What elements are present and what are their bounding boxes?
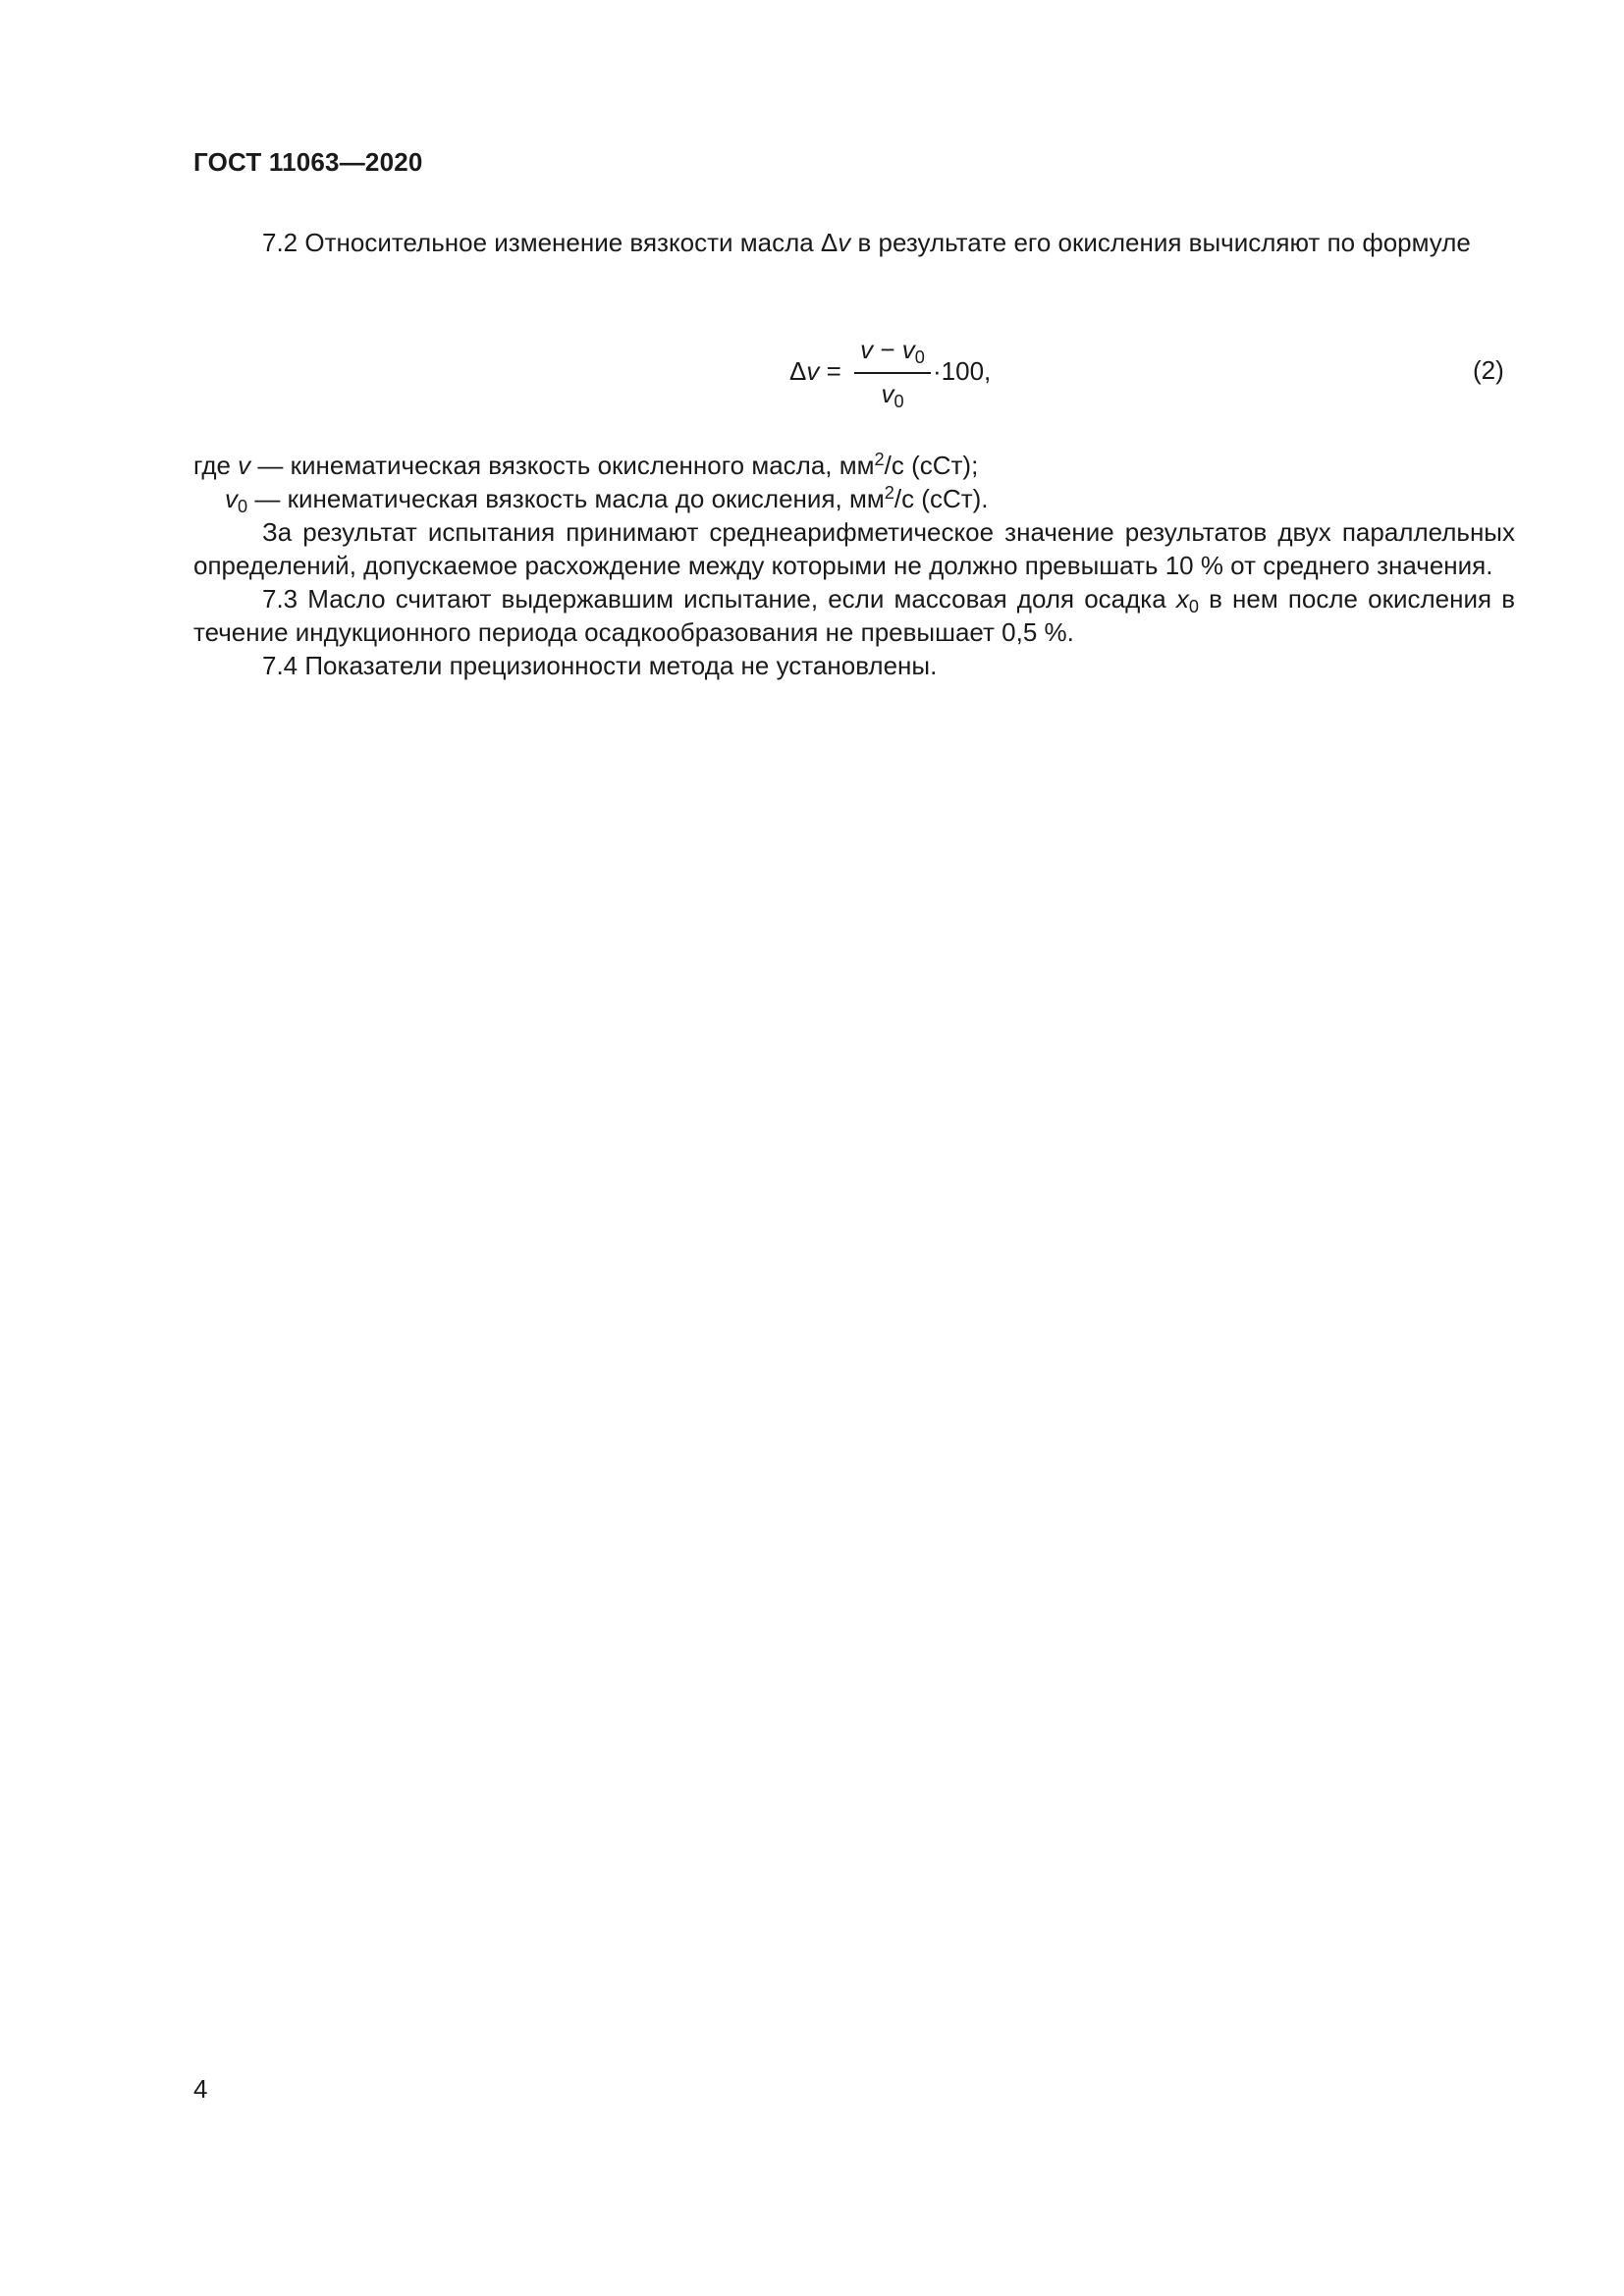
paragraph-7-2 [193,226,1515,259]
paragraph-7-2-var: v [838,228,851,257]
formula-delta: Δ [789,356,807,386]
formula-equals: = [819,356,841,386]
equation-number: (2) [1473,355,1504,385]
definition-prefix: где [193,451,239,480]
definition-v0-sup: 2 [884,483,894,503]
definition-v0 [193,482,1515,515]
paragraph-7-3-sub: 0 [1188,597,1199,616]
document-header: ГОСТ 11063—2020 [193,147,423,177]
definition-v0-symbol: v [225,484,238,513]
paragraph-7-4: 7.4 Показатели прецизионности метода не установлены. [262,651,938,680]
paragraph-7-3-lead: 7.3 Масло считают выдержавшим испытание, если массовая доля осадка [262,584,1176,614]
formula-denominator [854,379,931,409]
definition-v0-unit: /с (сСт). [893,484,989,513]
definition-v-sup: 2 [874,450,885,469]
formula-den-v: v [881,379,894,408]
formula-den-sub: 0 [893,392,904,411]
paragraph-7-2-tail: в результате его окисления вычисляют по формуле [850,228,1471,257]
variable-definitions [193,449,1515,682]
definition-v-symbol: v [238,451,251,480]
paragraph-7-3-var: x [1175,584,1189,614]
formula-fraction [854,330,931,418]
definition-v0-text: — кинематическая вязкость масла до окисления, мм [247,484,885,513]
formula-num-v: v [860,335,874,364]
formula-num-sub: 0 [914,347,925,367]
formula-rhs: ·100, [933,356,992,386]
formula-lhs-var: v [806,356,820,386]
fraction-bar [854,372,931,374]
formula-numerator [854,335,931,365]
paragraph-7-3 [193,582,1515,649]
definition-v-unit: /с (сСт); [884,451,979,480]
formula-num-v0: v [901,335,915,364]
paragraph-7-3-tail: в нем после окисления в течение индукционного периода осадкообразования не превышает 0,5 %. [193,584,1516,647]
definition-v-text: — кинематическая вязкость окисленного масла, мм [250,451,875,480]
formula-2 [789,330,1025,418]
definition-v [193,449,1515,482]
formula-lhs [789,356,841,387]
page-number: 4 [193,2074,208,2104]
paragraph-7-2-text [193,226,1515,259]
paragraph-7-2-lead: 7.2 Относительное изменение вязкости масла Δ [262,228,839,257]
definition-v0-sub: 0 [238,497,248,516]
result-paragraph: За результат испытания принимают среднеарифметическое значение результатов двух параллельных определений, допускаемое расхождение между которыми не должно превышать 10 % от среднего значения. [193,517,1515,580]
formula-minus: − [873,335,902,364]
